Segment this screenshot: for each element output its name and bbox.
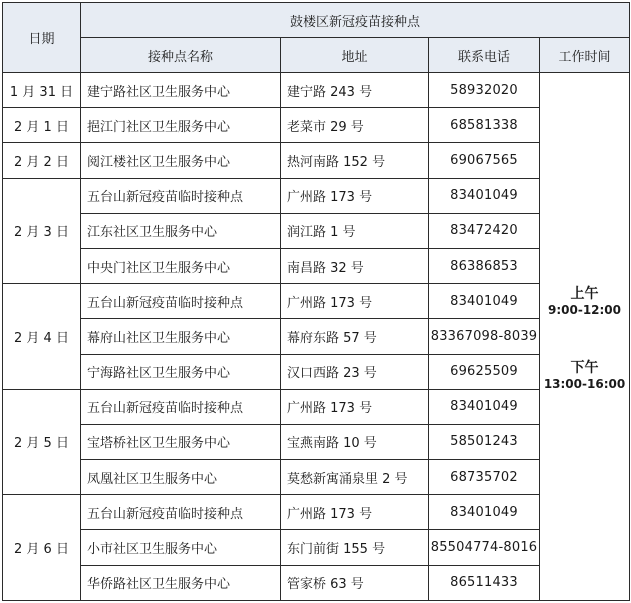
address-cell: 南昌路 32 号: [281, 248, 429, 283]
phone-cell: 85504774-8016: [429, 530, 540, 565]
phone-cell: 68581338: [429, 108, 540, 143]
phone-cell: 69625509: [429, 354, 540, 389]
header-date: 日期: [3, 3, 81, 73]
date-cell: 2 月 3 日: [3, 178, 81, 284]
date-cell: 2 月 4 日: [3, 284, 81, 390]
phone-cell: 58932020: [429, 73, 540, 108]
date-cell: 2 月 1 日: [3, 108, 81, 143]
table-row: [3, 424, 630, 459]
address-cell: 宝燕南路 10 号: [281, 424, 429, 459]
site-cell: 挹江门社区卫生服务中心: [81, 108, 281, 143]
hours-cell: [540, 73, 630, 601]
address-cell: 热河南路 152 号: [281, 143, 429, 178]
address-cell: 广州路 173 号: [281, 495, 429, 530]
table-title: 鼓楼区新冠疫苗接种点: [81, 3, 630, 38]
site-cell: 五台山新冠疫苗临时接种点: [81, 495, 281, 530]
table-row: [3, 319, 630, 354]
address-cell: 东门前街 155 号: [281, 530, 429, 565]
title-row: [3, 3, 630, 38]
date-cell: 2 月 2 日: [3, 143, 81, 178]
header-site: 接种点名称: [81, 38, 281, 73]
site-cell: 凤凰社区卫生服务中心: [81, 460, 281, 495]
phone-cell: 86511433: [429, 565, 540, 600]
table-row: [3, 460, 630, 495]
table-row: [3, 284, 630, 319]
table-row: [3, 389, 630, 424]
address-cell: 幕府东路 57 号: [281, 319, 429, 354]
phone-cell: 83401049: [429, 284, 540, 319]
site-cell: 中央门社区卫生服务中心: [81, 248, 281, 283]
site-cell: 江东社区卫生服务中心: [81, 213, 281, 248]
vaccination-schedule-table: [2, 2, 630, 601]
address-cell: 广州路 173 号: [281, 178, 429, 213]
morning-label: 上午: [570, 285, 599, 302]
afternoon-time: 13:00-16:00: [543, 376, 626, 391]
date-cell: 2 月 6 日: [3, 495, 81, 601]
address-cell: 管家桥 63 号: [281, 565, 429, 600]
site-cell: 小市社区卫生服务中心: [81, 530, 281, 565]
table-row: [3, 178, 630, 213]
address-cell: 汉口西路 23 号: [281, 354, 429, 389]
site-cell: 宝塔桥社区卫生服务中心: [81, 424, 281, 459]
phone-cell: 68735702: [429, 460, 540, 495]
table-row: [3, 495, 630, 530]
date-cell: 2 月 5 日: [3, 389, 81, 495]
address-cell: 建宁路 243 号: [281, 73, 429, 108]
table-row: [3, 248, 630, 283]
column-header-row: [3, 38, 630, 73]
address-cell: 广州路 173 号: [281, 284, 429, 319]
table-row: [3, 108, 630, 143]
address-cell: 莫愁新寓涌泉里 2 号: [281, 460, 429, 495]
table-row: [3, 354, 630, 389]
afternoon-label: 下午: [570, 359, 599, 376]
address-cell: 老菜市 29 号: [281, 108, 429, 143]
table-row: [3, 213, 630, 248]
site-cell: 阅江楼社区卫生服务中心: [81, 143, 281, 178]
site-cell: 五台山新冠疫苗临时接种点: [81, 389, 281, 424]
site-cell: 宁海路社区卫生服务中心: [81, 354, 281, 389]
site-cell: 五台山新冠疫苗临时接种点: [81, 284, 281, 319]
header-address: 地址: [281, 38, 429, 73]
address-cell: 广州路 173 号: [281, 389, 429, 424]
table-row: [3, 73, 630, 108]
table-row: [3, 565, 630, 600]
phone-cell: 83472420: [429, 213, 540, 248]
phone-cell: 83401049: [429, 495, 540, 530]
phone-cell: 86386853: [429, 248, 540, 283]
morning-time: 9:00-12:00: [547, 302, 622, 317]
phone-cell: 83367098-8039: [429, 319, 540, 354]
phone-cell: 83401049: [429, 389, 540, 424]
phone-cell: 83401049: [429, 178, 540, 213]
date-cell: 1 月 31 日: [3, 73, 81, 108]
site-cell: 华侨路社区卫生服务中心: [81, 565, 281, 600]
header-phone: 联系电话: [429, 38, 540, 73]
phone-cell: 69067565: [429, 143, 540, 178]
table-row: [3, 530, 630, 565]
site-cell: 五台山新冠疫苗临时接种点: [81, 178, 281, 213]
table-row: [3, 143, 630, 178]
header-hours: 工作时间: [540, 38, 630, 73]
site-cell: 建宁路社区卫生服务中心: [81, 73, 281, 108]
site-cell: 幕府山社区卫生服务中心: [81, 319, 281, 354]
phone-cell: 58501243: [429, 424, 540, 459]
address-cell: 润江路 1 号: [281, 213, 429, 248]
